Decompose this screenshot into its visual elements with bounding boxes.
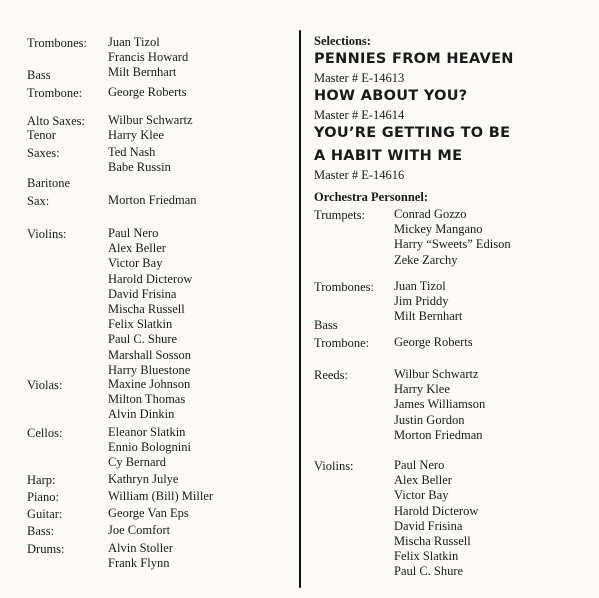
- left-musician-name: Felix Slatkin: [108, 317, 173, 332]
- right-musician-name: Wilbur Schwartz: [394, 367, 479, 381]
- left-section-label: Violas:: [27, 378, 63, 392]
- right-musician-name: Justin Gordon: [394, 412, 465, 427]
- right-section-label: Reeds:: [314, 368, 349, 382]
- left-musician-name: Cy Bernard: [108, 455, 166, 470]
- right-musician-name: Mischa Russell: [394, 534, 471, 548]
- left-musician-name: Juan Tizol: [108, 35, 160, 49]
- left-section-label: Trombones:: [27, 36, 87, 50]
- right-musician-name: Harry Klee: [394, 382, 450, 397]
- left-musician-name: Victor Bay: [108, 256, 163, 271]
- left-musician-name: Paul C. Shure: [108, 332, 178, 347]
- left-section-label: Saxes:: [27, 146, 60, 160]
- right-musician-name: George Roberts: [394, 335, 473, 349]
- left-section-label: Baritone: [27, 176, 71, 190]
- left-musician-name: Eleanor Slatkin: [108, 425, 186, 439]
- right-musician-name: Alex Beller: [394, 473, 452, 488]
- left-musician-name: Morton Friedman: [108, 193, 197, 207]
- master-number-1: Master # E-14613: [314, 71, 405, 85]
- right-musician-name: Harold Dicterow: [394, 503, 479, 518]
- left-section-label: Sax:: [27, 194, 50, 208]
- song-title-3: YOU’RE GETTING TO BE: [314, 125, 511, 141]
- right-musician-name: Morton Friedman: [394, 427, 483, 442]
- left-musician-name: Francis Howard: [108, 50, 189, 65]
- left-musician-name: Maxine Johnson: [108, 377, 191, 391]
- right-musician-name: Harry “Sweets” Edison: [394, 237, 511, 252]
- right-section-label: Trombones:: [314, 280, 374, 294]
- left-section-label: Cellos:: [27, 426, 63, 440]
- left-musician-name: Alex Beller: [108, 241, 166, 256]
- left-musician-name: Milt Bernhart: [108, 65, 177, 80]
- left-section-label: Harp:: [27, 473, 56, 487]
- song-title-2: HOW ABOUT YOU?: [314, 88, 468, 104]
- left-section-label: Drums:: [27, 542, 65, 556]
- left-section-label: Piano:: [27, 490, 59, 504]
- master-number-2: Master # E-14614: [314, 108, 405, 122]
- left-section-label: Tenor: [27, 128, 56, 142]
- left-section-label: Bass: [27, 68, 51, 82]
- right-section-label: Trumpets:: [314, 208, 365, 222]
- left-musician-name: Kathryn Julye: [108, 472, 179, 486]
- personnel-heading: Orchestra Personnel:: [314, 190, 428, 204]
- left-musician-name: Frank Flynn: [108, 556, 170, 571]
- right-musician-name: Mickey Mangano: [394, 222, 483, 237]
- master-number-3: Master # E-14616: [314, 168, 405, 182]
- left-musician-name: Mischa Russell: [108, 302, 185, 316]
- column-divider: [299, 30, 301, 588]
- left-musician-name: Marshall Sosson: [108, 347, 191, 362]
- left-section-label: Trombone:: [27, 86, 83, 100]
- left-musician-name: Paul Nero: [108, 226, 159, 240]
- right-musician-name: Felix Slatkin: [394, 549, 459, 564]
- left-musician-name: William (Bill) Miller: [108, 489, 214, 503]
- right-musician-name: Milt Bernhart: [394, 309, 463, 324]
- right-musician-name: David Frisina: [394, 518, 463, 533]
- left-musician-name: Wilbur Schwartz: [108, 113, 193, 127]
- right-musician-name: Paul Nero: [394, 458, 445, 472]
- left-musician-name: Harold Dicterow: [108, 271, 193, 286]
- left-section-label: Guitar:: [27, 507, 63, 521]
- left-musician-name: Alvin Dinkin: [108, 407, 175, 422]
- left-musician-name: Babe Russin: [108, 160, 171, 175]
- left-musician-name: Milton Thomas: [108, 392, 186, 407]
- left-section-label: Bass:: [27, 524, 55, 538]
- right-section-label: Violins:: [314, 459, 354, 473]
- left-musician-name: George Roberts: [108, 85, 187, 99]
- right-musician-name: James Williamson: [394, 397, 486, 412]
- right-musician-name: Jim Priddy: [394, 294, 449, 309]
- right-musician-name: Paul C. Shure: [394, 564, 464, 579]
- left-musician-name: Ted Nash: [108, 145, 156, 159]
- selections-heading: Selections:: [314, 34, 371, 48]
- right-section-label: Bass: [314, 318, 338, 332]
- song-title-3-line2: A HABIT WITH ME: [314, 148, 463, 164]
- song-title-1: PENNIES FROM HEAVEN: [314, 51, 514, 67]
- left-musician-name: Alvin Stoller: [108, 541, 173, 555]
- right-section-label: Trombone:: [314, 336, 370, 350]
- left-section-label: Violins:: [27, 227, 67, 241]
- left-musician-name: Ennio Bolognini: [108, 440, 191, 455]
- left-section-label: Alto Saxes:: [27, 114, 85, 128]
- left-musician-name: David Frisina: [108, 286, 177, 301]
- right-musician-name: Victor Bay: [394, 488, 449, 503]
- left-musician-name: Joe Comfort: [108, 523, 171, 537]
- left-musician-name: Harry Bluestone: [108, 362, 191, 377]
- right-musician-name: Conrad Gozzo: [394, 207, 467, 221]
- left-musician-name: Harry Klee: [108, 128, 164, 143]
- right-musician-name: Zeke Zarchy: [394, 252, 458, 267]
- right-musician-name: Juan Tizol: [394, 279, 446, 293]
- left-musician-name: George Van Eps: [108, 506, 189, 520]
